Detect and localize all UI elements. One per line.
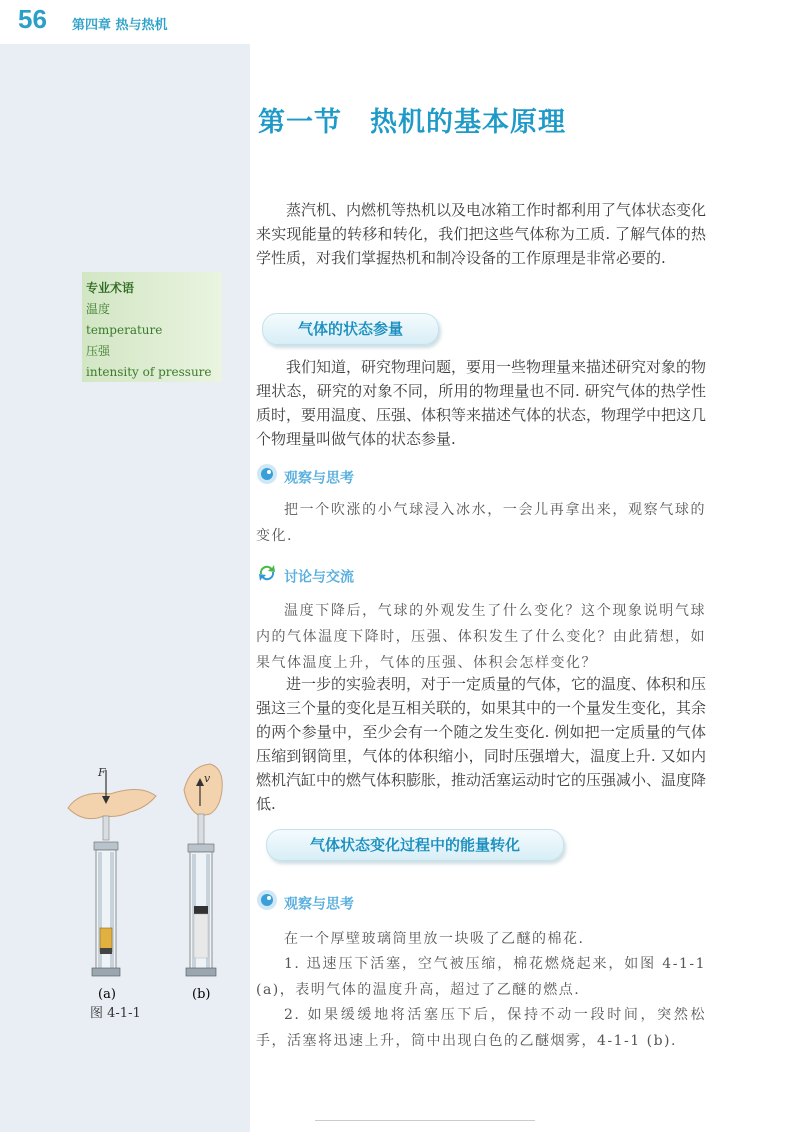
section-name: 热机的基本原理 — [370, 107, 566, 138]
terminology-sidebar — [82, 272, 222, 382]
velocity-label: v — [204, 772, 211, 785]
term-en: temperature — [86, 323, 163, 337]
page-header — [0, 0, 800, 44]
force-label: F — [98, 766, 106, 779]
observe-heading-1 — [256, 463, 354, 489]
figure-4-1-1 — [60, 760, 260, 1021]
discuss-icon — [256, 562, 278, 593]
term-cn: 压强 — [86, 344, 111, 358]
observe-2-item-2: 2. 如果缓缓地将活塞压下后，保持不动一段时间，突然松手，活塞将迅速上升，筒中出现白色的乙醚烟雾，4-1-1 (b). — [256, 1007, 706, 1049]
observe-text-1: 把一个吹涨的小气球浸入冰水，一会儿再拿出来，观察气球的变化. — [256, 502, 706, 544]
discuss-label: 讨论与交流 — [284, 569, 354, 586]
heading-state-params: 气体的状态参量 — [262, 313, 439, 345]
figure-label-b: (b) — [192, 987, 211, 1002]
observe-2-intro: 在一个厚壁玻璃筒里放一块吸了乙醚的棉花. — [284, 931, 585, 947]
discuss-text: 温度下降后，气球的外观发生了什么变化？这个现象说明气球内的气体温度下降时，压强、体积发生了什么变化？由此猜想，如果气体温度上升，气体的压强、体积会怎样变化？ — [256, 603, 706, 671]
observe-2-item-1: 1. 迅速压下活塞，空气被压缩，棉花燃烧起来，如图 4-1-1 (a)，表明气体的温度升高，超过了乙醚的燃点. — [256, 956, 706, 998]
state-params-paragraph: 我们知道，研究物理问题，要用一些物理量来描述研究对象的物理状态，研究的对象不同，所用的物理量也不同. 研究气体的热学性质时，要用温度、压强、体积等来描述气体的状态，物理学中把这几个物理量叫做气体的状态参量. — [256, 358, 707, 448]
observe-label: 观察与思考 — [284, 896, 354, 913]
terminology-title: 专业术语 — [86, 281, 135, 295]
chapter-title: 第四章 热与热机 — [72, 18, 168, 33]
section-title — [258, 100, 566, 139]
term-cn: 温度 — [86, 302, 111, 316]
page-number: 56 — [18, 4, 47, 34]
discuss-heading — [256, 562, 354, 588]
observe-heading-2 — [256, 889, 354, 915]
term-en: intensity of pressure — [86, 365, 212, 379]
section-prefix: 第一节 — [258, 107, 342, 138]
observe-icon — [256, 463, 278, 494]
observe-label: 观察与思考 — [284, 470, 354, 487]
page-footer-rule — [315, 1120, 535, 1126]
heading-energy-conversion: 气体状态变化过程中的能量转化 — [266, 829, 564, 861]
intro-paragraph: 蒸汽机、内燃机等热机以及电冰箱工作时都利用了气体状态变化来实现能量的转移和转化，我们把这些气体称为工质. 了解气体的热学性质，对我们掌握热机和制冷设备的工作原理是非常必要的. — [256, 201, 707, 267]
figure-illustration — [60, 760, 260, 1010]
figure-caption: 图 4-1-1 — [90, 1006, 141, 1021]
figure-label-a: (a) — [98, 987, 116, 1002]
experiment-paragraph: 进一步的实验表明，对于一定质量的气体，它的温度、体积和压强这三个量的变化是互相关联的，如果其中的一个量发生变化，其余的两个参量中，至少会有一个随之发生变化. 例如把一定质量的气体压缩到钢筒里，气体的体积缩小，同时压强增大，温度上升. 又如内燃机汽缸中的燃气体积膨胀，推动活塞运动时它的压强减小、温度降低. — [256, 675, 707, 813]
